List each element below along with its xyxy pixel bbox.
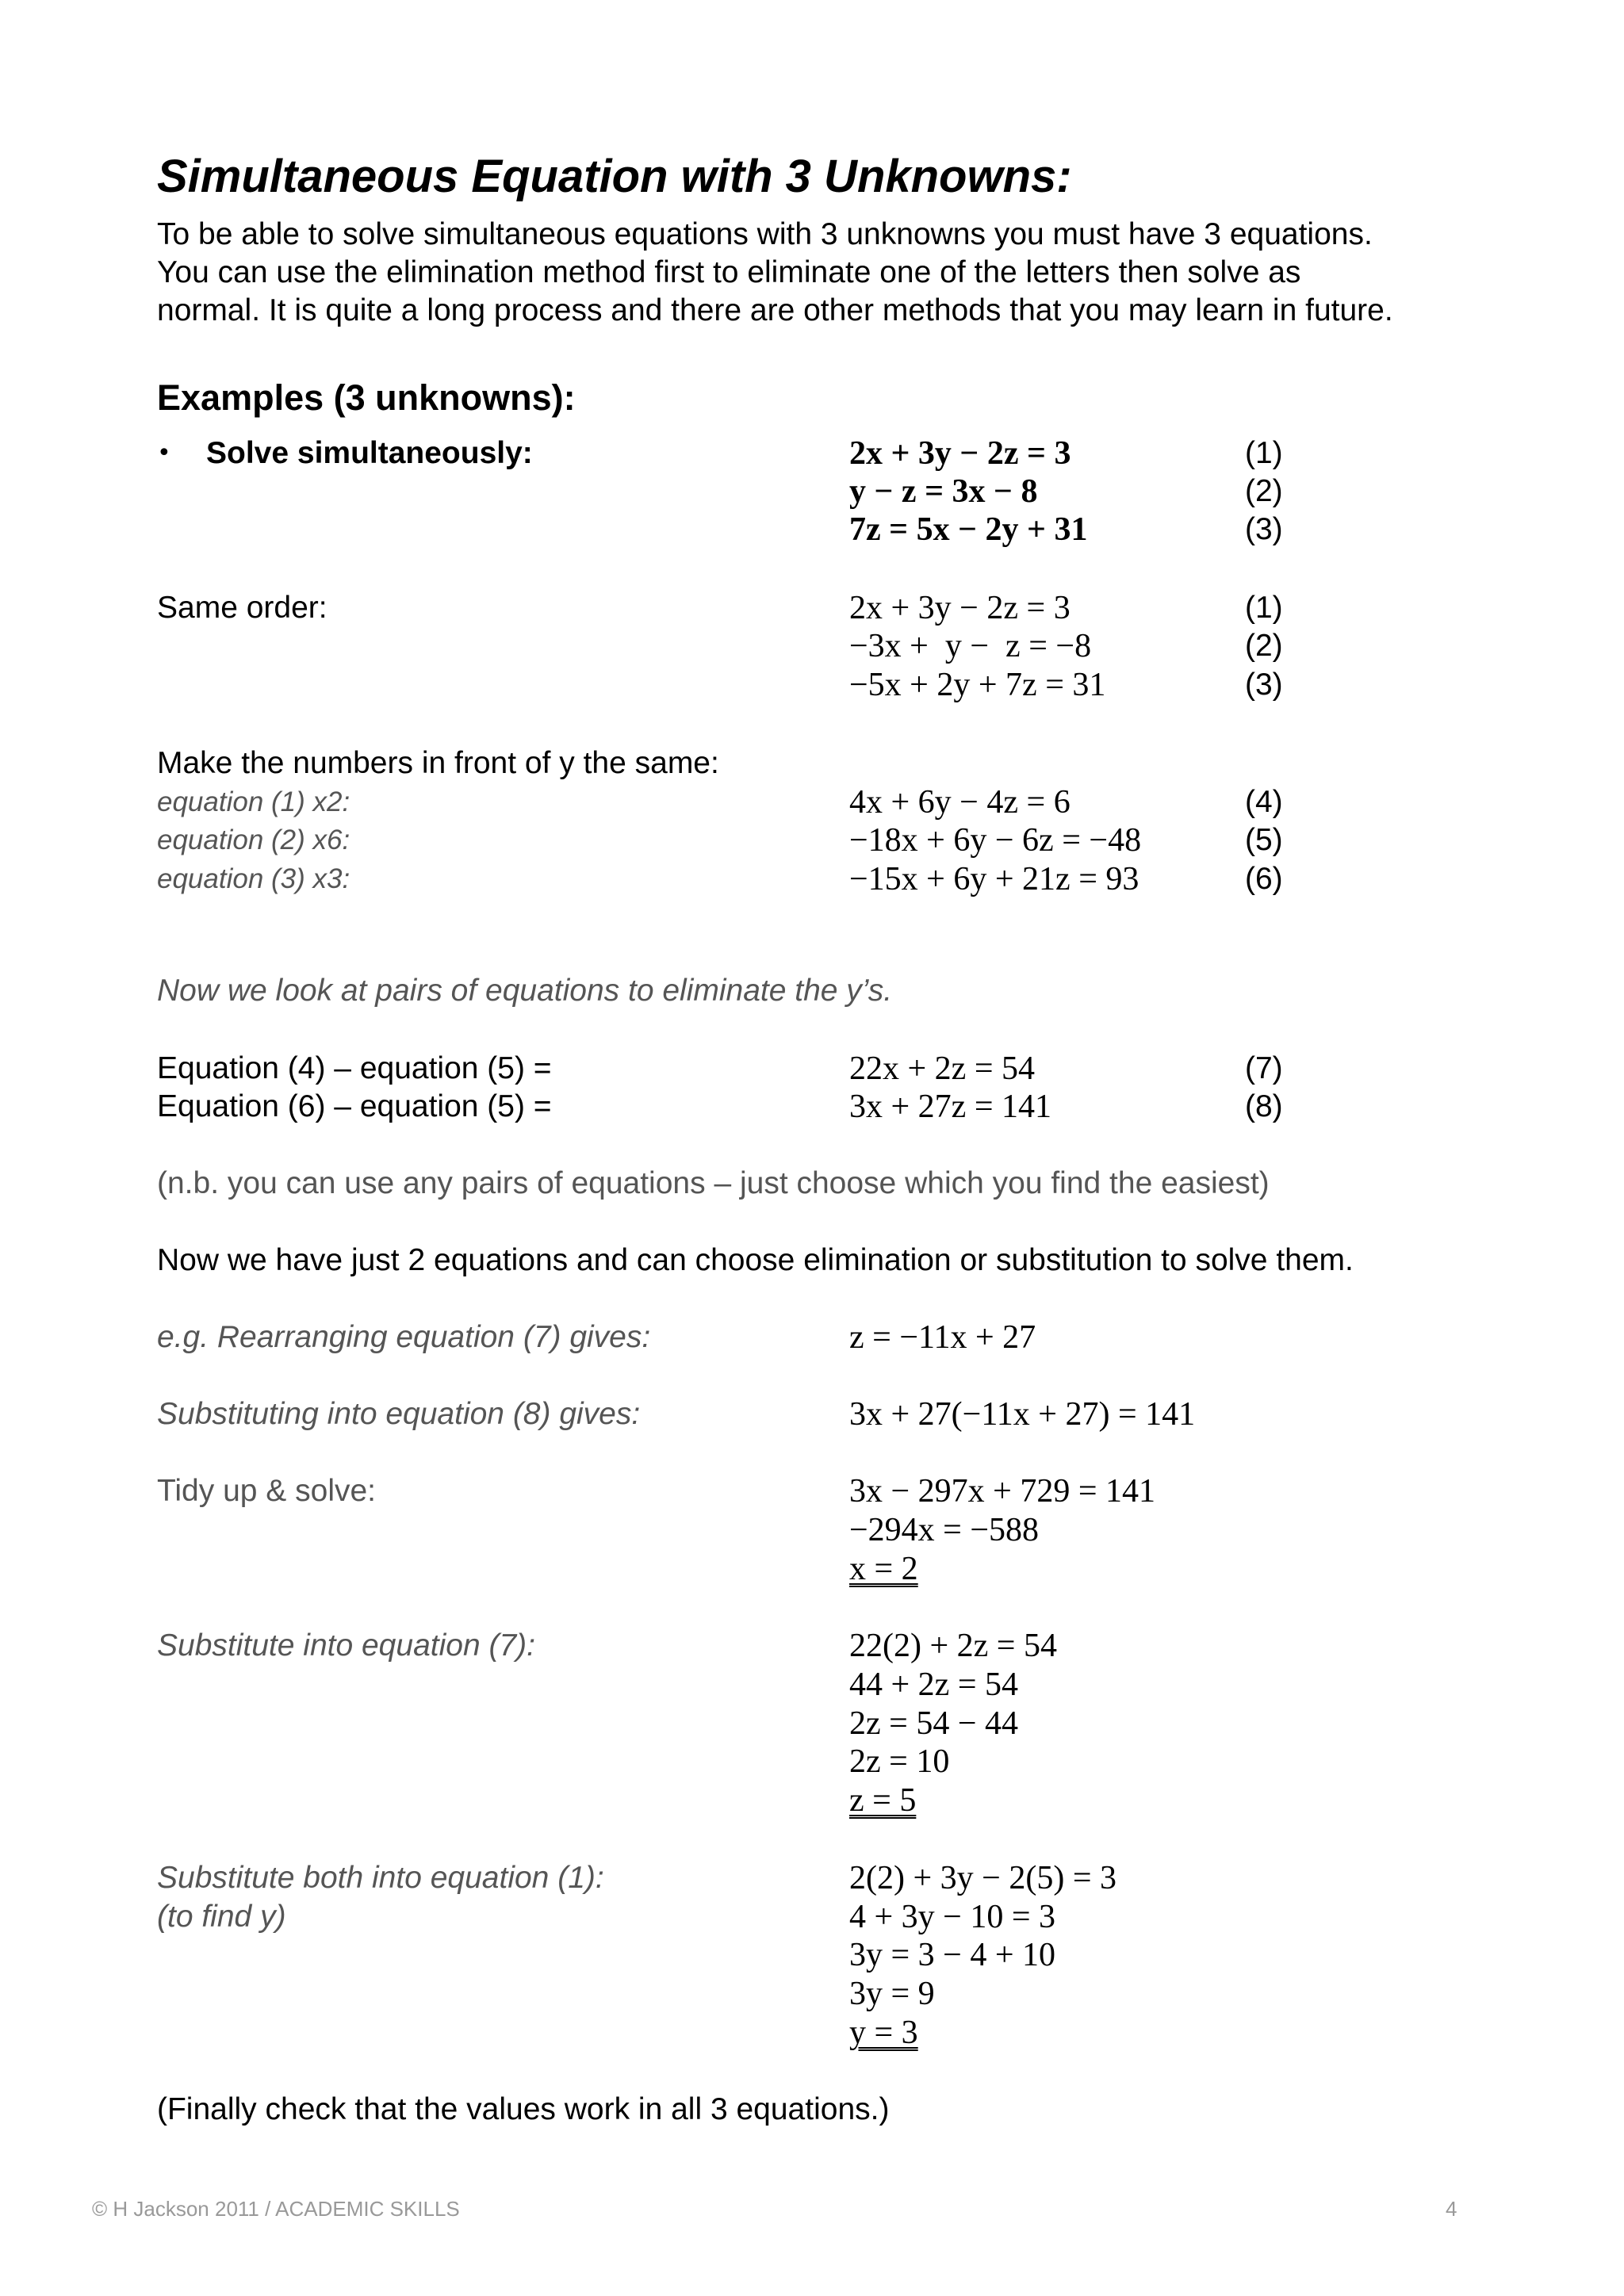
sub1-row bbox=[0, 1975, 1624, 2013]
multiplier-label: equation (2) x6: bbox=[157, 825, 350, 855]
sub1-sublabel: (to find y) bbox=[157, 1900, 286, 1934]
pair-label: Equation (4) – equation (5) = bbox=[157, 1051, 552, 1085]
footer-copyright: © H Jackson 2011 / ACADEMIC SKILLS bbox=[92, 2197, 460, 2221]
sub1-row bbox=[0, 1936, 1624, 1974]
equation-number: (3) bbox=[1245, 512, 1283, 546]
equation: −15x + 6y + 21z = 93 bbox=[849, 861, 1139, 897]
equation-number: (2) bbox=[1245, 629, 1283, 663]
intro-line: You can use the elimination method first to eliminate one of the letters then solve as bbox=[157, 255, 1301, 289]
equation-number: (4) bbox=[1245, 785, 1283, 819]
equation: y − z = 3x − 8 bbox=[849, 473, 1038, 510]
equation: 3x + 27(−11x + 27) = 141 bbox=[849, 1396, 1196, 1433]
given-row bbox=[0, 434, 1624, 473]
equation-number: (5) bbox=[1245, 823, 1283, 857]
pair-row bbox=[0, 1088, 1624, 1126]
equation: 3y = 9 bbox=[849, 1976, 935, 2012]
given-row bbox=[0, 473, 1624, 511]
sub7-row bbox=[0, 1705, 1624, 1743]
answer-x: x = 2 bbox=[849, 1551, 918, 1587]
equation: 3y = 3 − 4 + 10 bbox=[849, 1937, 1056, 1973]
substitute8-row bbox=[0, 1395, 1624, 1433]
sub1-row bbox=[0, 1898, 1624, 1936]
equation: 22x + 2z = 54 bbox=[849, 1050, 1036, 1087]
multiplied-row bbox=[0, 821, 1624, 859]
tidy-row bbox=[0, 1472, 1624, 1510]
equation-number: (1) bbox=[1245, 591, 1283, 625]
equation: 2z = 10 bbox=[849, 1743, 950, 1780]
final-note: (Finally check that the values work in all 3 equations.) bbox=[157, 2092, 890, 2126]
tidy-row bbox=[0, 1511, 1624, 1549]
make-same-label: Make the numbers in front of y the same: bbox=[157, 746, 719, 780]
two-eq-note: Now we have just 2 equations and can choose elimination or substitution to solve them. bbox=[157, 1243, 1354, 1277]
same-order-row bbox=[0, 627, 1624, 665]
page-number: 4 bbox=[1446, 2197, 1457, 2221]
pairs-note: Now we look at pairs of equations to eliminate the y’s. bbox=[157, 974, 893, 1008]
answer-y: y = 3 bbox=[849, 2015, 918, 2051]
multiplied-row bbox=[0, 860, 1624, 898]
equation-number: (3) bbox=[1245, 668, 1283, 702]
bullet-icon: • bbox=[157, 439, 171, 467]
sub7-row bbox=[0, 1781, 1624, 1820]
two-eq-note-row bbox=[0, 1242, 1624, 1280]
equation-number: (7) bbox=[1245, 1051, 1283, 1085]
same-order-label: Same order: bbox=[157, 591, 327, 625]
same-order-row bbox=[0, 666, 1624, 704]
answer-z: z = 5 bbox=[849, 1782, 917, 1819]
sub1-row bbox=[0, 1859, 1624, 1897]
nb-note: (n.b. you can use any pairs of equations – just choose which you find the easiest) bbox=[157, 1166, 1270, 1200]
solve-label: Solve simultaneously: bbox=[206, 436, 533, 470]
multiplier-label: equation (3) x3: bbox=[157, 863, 350, 894]
equation-number: (1) bbox=[1245, 436, 1283, 470]
equation: 2z = 54 − 44 bbox=[849, 1705, 1019, 1742]
final-note-row bbox=[0, 2091, 1624, 2129]
substitute8-label: Substituting into equation (8) gives: bbox=[157, 1397, 641, 1431]
make-same-row bbox=[0, 744, 1624, 783]
sub7-row bbox=[0, 1666, 1624, 1704]
equation: −18x + 6y − 6z = −48 bbox=[849, 822, 1142, 859]
equation: 2x + 3y − 2z = 3 bbox=[849, 435, 1071, 472]
equation: −5x + 2y + 7z = 31 bbox=[849, 667, 1106, 703]
intro-line: normal. It is quite a long process and there are other methods that you may learn in future. bbox=[157, 293, 1393, 327]
equation: 3x − 297x + 729 = 141 bbox=[849, 1473, 1156, 1510]
intro-line: To be able to solve simultaneous equations with 3 unknowns you must have 3 equations. bbox=[157, 217, 1373, 251]
page-title: Simultaneous Equation with 3 Unknowns: bbox=[157, 151, 1072, 202]
equation: −294x = −588 bbox=[849, 1512, 1040, 1548]
equation: 22(2) + 2z = 54 bbox=[849, 1628, 1057, 1664]
equation-number: (2) bbox=[1245, 474, 1283, 508]
equation: 7z = 5x − 2y + 31 bbox=[849, 511, 1088, 548]
sub7-row bbox=[0, 1743, 1624, 1781]
equation: −3x + y − z = −8 bbox=[849, 628, 1092, 664]
pair-label: Equation (6) – equation (5) = bbox=[157, 1089, 552, 1123]
sub7-label: Substitute into equation (7): bbox=[157, 1628, 535, 1663]
tidy-label: Tidy up & solve: bbox=[157, 1474, 377, 1508]
rearrange-label: e.g. Rearranging equation (7) gives: bbox=[157, 1320, 651, 1354]
multiplier-label: equation (1) x2: bbox=[157, 786, 350, 817]
sub1-label: Substitute both into equation (1): bbox=[157, 1861, 604, 1895]
equation: 4x + 6y − 4z = 6 bbox=[849, 784, 1071, 821]
equation: 3x + 27z = 141 bbox=[849, 1089, 1052, 1125]
intro-paragraph bbox=[157, 216, 1521, 330]
equation-number: (6) bbox=[1245, 862, 1283, 896]
examples-heading: Examples (3 unknowns): bbox=[157, 377, 576, 418]
tidy-row bbox=[0, 1550, 1624, 1588]
same-order-row bbox=[0, 589, 1624, 627]
pair-row bbox=[0, 1050, 1624, 1088]
equation: z = −11x + 27 bbox=[849, 1319, 1036, 1356]
equation: 2(2) + 3y − 2(5) = 3 bbox=[849, 1860, 1117, 1896]
equation: 2x + 3y − 2z = 3 bbox=[849, 590, 1071, 626]
sub7-row bbox=[0, 1627, 1624, 1665]
sub1-row bbox=[0, 2014, 1624, 2052]
multiplied-row bbox=[0, 783, 1624, 821]
pairs-note-row bbox=[0, 972, 1624, 1010]
equation: 4 + 3y − 10 = 3 bbox=[849, 1899, 1056, 1935]
rearrange-row bbox=[0, 1318, 1624, 1357]
equation: 44 + 2z = 54 bbox=[849, 1667, 1019, 1703]
given-row bbox=[0, 511, 1624, 549]
equation-number: (8) bbox=[1245, 1089, 1283, 1123]
nb-note-row bbox=[0, 1165, 1624, 1203]
